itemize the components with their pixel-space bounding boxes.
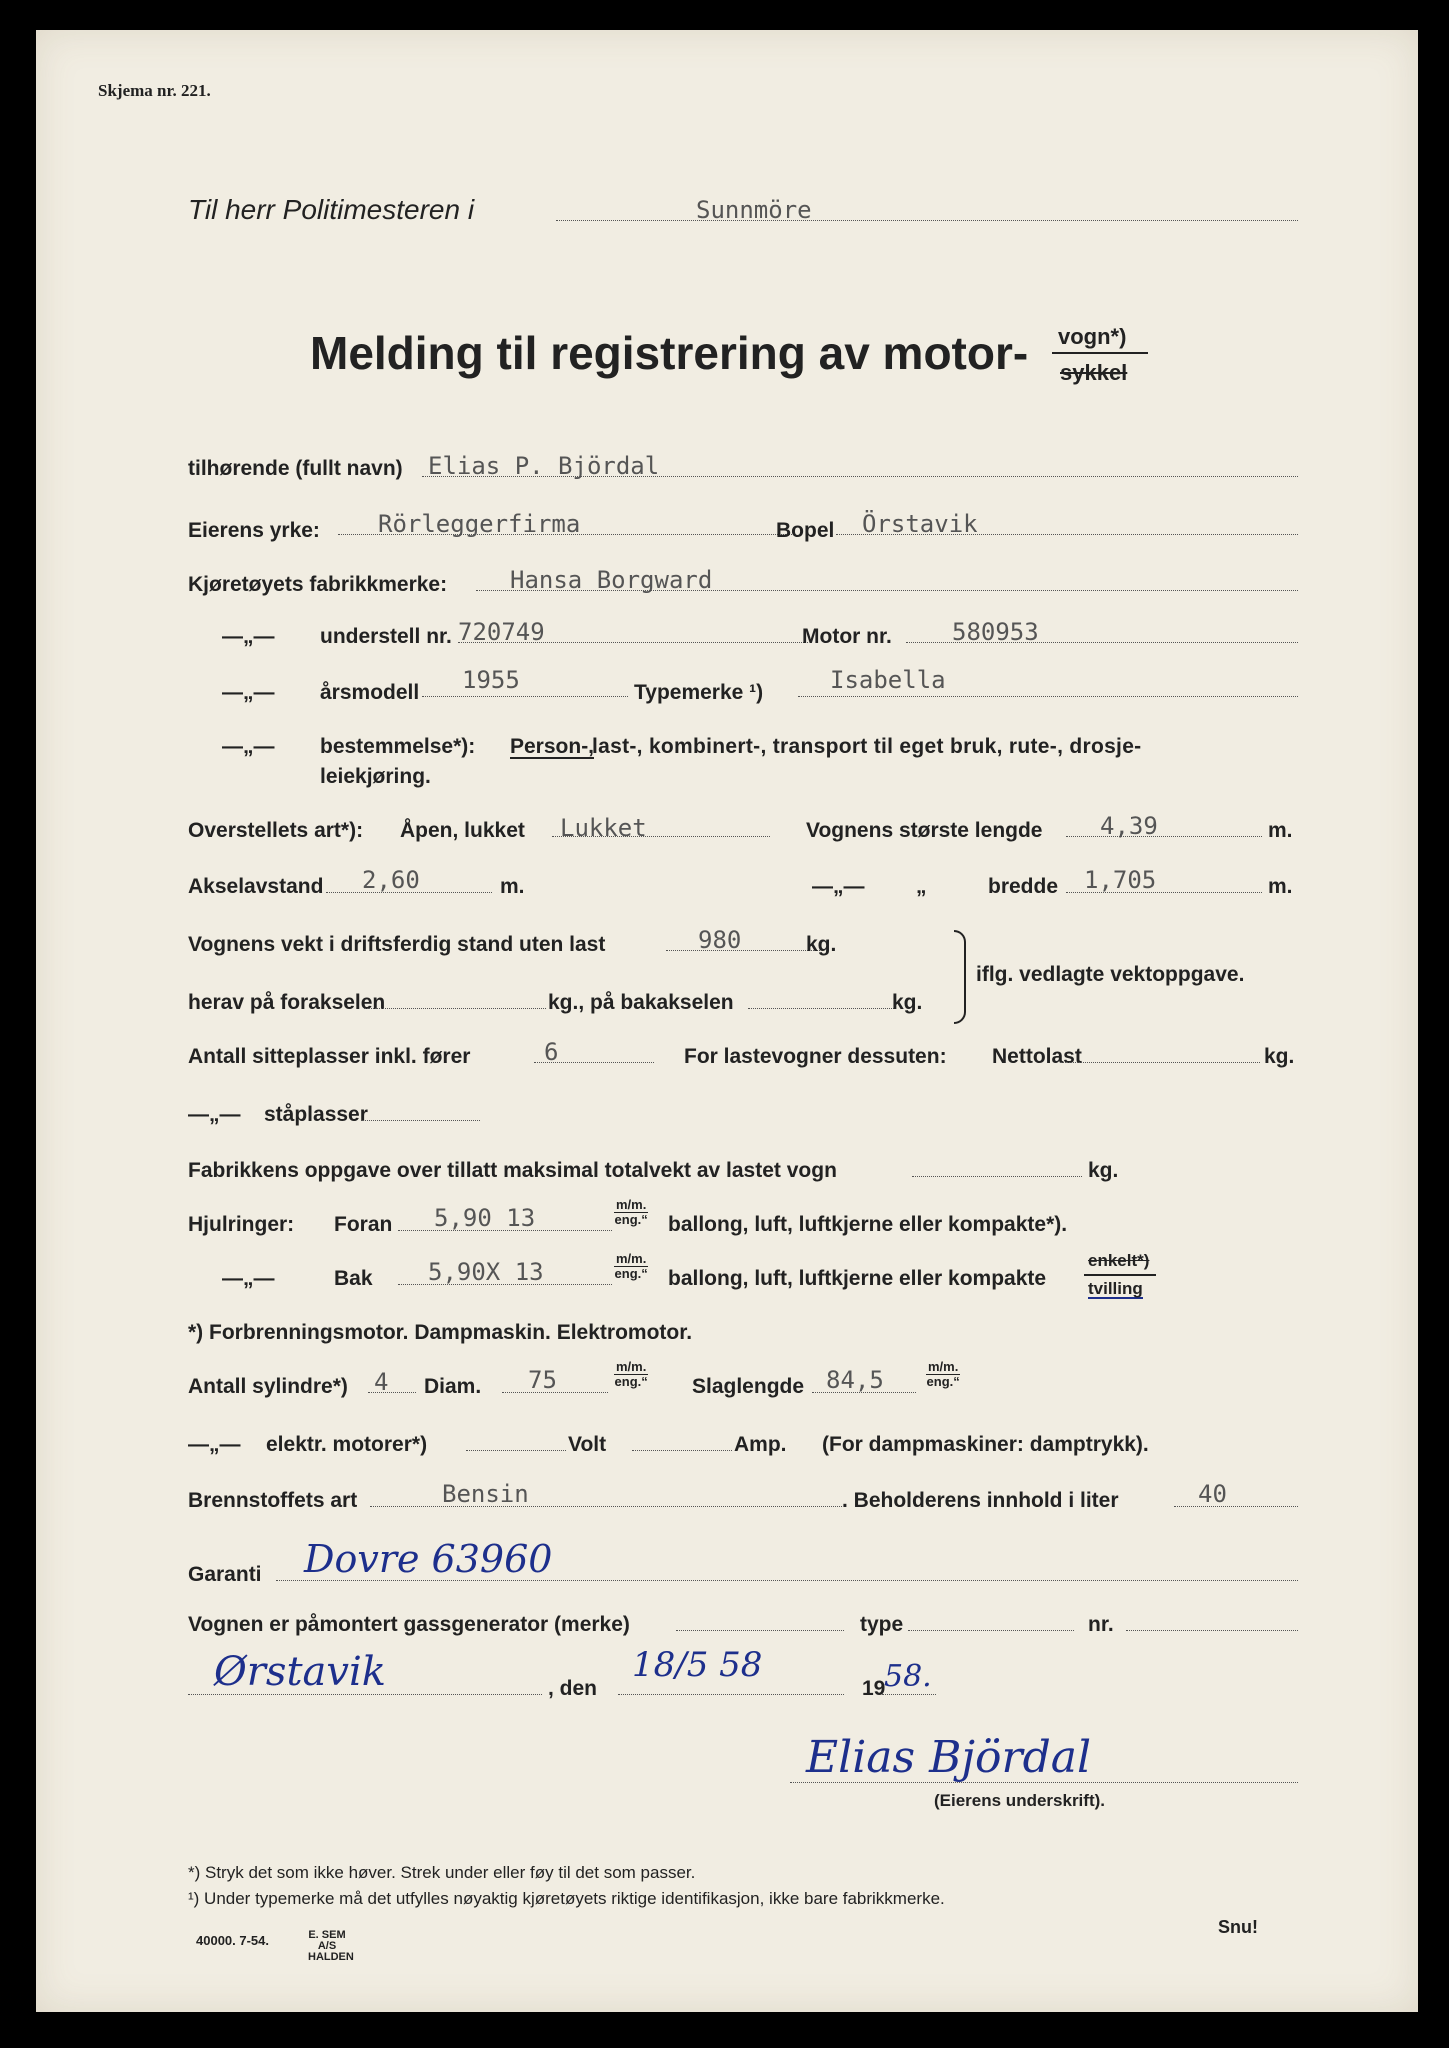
place-value[interactable]: Ørstavik: [214, 1649, 386, 1695]
wheelbase-value[interactable]: 2,60: [362, 866, 420, 894]
footnote-2: ¹) Under typemerke må det utfylles nøyaktig kjøretøyets riktige identifikasjon, ikke bare fabrikkmerke.: [188, 1889, 945, 1908]
gas-nr-line: [1126, 1630, 1298, 1631]
wheelbase-label: Akselavstand: [188, 875, 324, 898]
gas-type-line: [908, 1630, 1074, 1631]
rear-axle-line: [748, 1008, 894, 1009]
body-type-label: Overstellets art*):: [188, 819, 364, 842]
width-ditto-mark: „: [916, 875, 927, 898]
tyres-front-options: ballong, luft, luftkjerne eller kompakte*).: [668, 1213, 1068, 1236]
net-load-line: [1060, 1062, 1260, 1063]
diam-label: Diam.: [424, 1375, 482, 1398]
tyres-twin[interactable]: tvilling: [1088, 1279, 1143, 1298]
profession-value[interactable]: Rörleggerfirma: [378, 510, 581, 538]
body-type-options: Åpen, lukket: [400, 819, 525, 842]
tyres-rear-unit-eng: eng.“: [614, 1266, 648, 1282]
guarantee-value[interactable]: Dovre 63960: [304, 1537, 553, 1581]
chassis-value[interactable]: 720749: [458, 618, 545, 646]
stroke-unit-eng: eng.“: [926, 1374, 960, 1390]
gas-nr-label: nr.: [1088, 1613, 1114, 1636]
make-label: Kjøretøyets fabrikkmerke:: [188, 573, 448, 596]
ditto-purpose: —„—: [222, 735, 275, 758]
tyres-front-unit-mm: m/m.: [616, 1197, 647, 1212]
stroke-unit-mm: m/m.: [928, 1359, 959, 1374]
max-weight-label: Fabrikkens oppgave over tillatt maksimal totalvekt av lastet vogn: [188, 1159, 837, 1182]
weight-unit: kg.: [806, 933, 837, 956]
title-option-vogn: vogn*): [1058, 324, 1127, 349]
addressee-label: Til herr Politimesteren i: [188, 194, 475, 225]
ditto-width: —„—: [812, 875, 865, 898]
weight-note: iflg. vedlagte vektoppgave.: [976, 963, 1245, 986]
tyres-rear-value[interactable]: 5,90X 13: [428, 1258, 544, 1286]
gas-generator-label: Vognen er påmontert gassgenerator (merke): [188, 1613, 630, 1636]
tyres-front-label: Foran: [334, 1213, 393, 1236]
steam-label: (For dampmaskiner: damptrykk).: [822, 1433, 1149, 1456]
fuel-label: Brennstoffets art: [188, 1489, 358, 1512]
amp-label: Amp.: [734, 1433, 787, 1456]
print-info: 40000. 7-54.: [196, 1933, 270, 1948]
purpose-person[interactable]: Person-,: [510, 735, 595, 758]
tyres-front-value[interactable]: 5,90 13: [434, 1204, 536, 1232]
signature-caption: (Eierens underskrift).: [934, 1791, 1105, 1810]
electric-label: elektr. motorer*): [266, 1433, 428, 1456]
length-unit: m.: [1268, 819, 1293, 842]
tank-line: [1174, 1506, 1298, 1507]
gas-generator-line: [676, 1630, 844, 1631]
profession-label: Eierens yrke:: [188, 519, 320, 542]
year-label: årsmodell: [320, 681, 420, 704]
tyres-single: enkelt*): [1088, 1251, 1150, 1270]
motor-value[interactable]: 580953: [952, 618, 1039, 646]
width-unit: m.: [1268, 875, 1293, 898]
addressee-line: [556, 220, 1298, 221]
front-axle-line: [364, 1008, 546, 1009]
stroke-unit: [926, 1360, 960, 1390]
tyres-rear-unit-mm: m/m.: [616, 1251, 647, 1266]
year-suffix[interactable]: 58.: [884, 1659, 932, 1694]
owner-name-value[interactable]: Elias P. Björdal: [428, 452, 660, 480]
front-axle-label: herav på forakselen: [188, 991, 386, 1014]
tyres-label: Hjulringer:: [188, 1213, 295, 1236]
width-label: bredde: [988, 875, 1059, 898]
seats-value[interactable]: 6: [544, 1038, 559, 1066]
owner-name-label: tilhørende (fullt navn): [188, 457, 403, 480]
year-value[interactable]: 1955: [462, 666, 520, 694]
seats-label: Antall sitteplasser inkl. fører: [188, 1045, 471, 1068]
weight-value[interactable]: 980: [698, 926, 742, 954]
rear-axle-label: kg., på bakakselen: [548, 991, 734, 1014]
cargo-label: For lastevogner dessuten:: [684, 1045, 947, 1068]
engine-types: *) Forbrenningsmotor. Dampmaskin. Elektromotor.: [188, 1321, 693, 1344]
ditto-chassis: —„—: [222, 625, 275, 648]
body-type-value[interactable]: Lukket: [560, 814, 647, 842]
owner-signature[interactable]: Elias Björdal: [806, 1732, 1092, 1783]
length-label: Vognens største lengde: [806, 819, 1043, 842]
purpose-label: bestemmelse*):: [320, 735, 476, 758]
length-value[interactable]: 4,39: [1100, 812, 1158, 840]
tyres-rear-options: ballong, luft, luftkjerne eller kompakte: [668, 1267, 1047, 1290]
addressee-value[interactable]: Sunnmöre: [696, 196, 812, 224]
gas-type-label: type: [860, 1613, 904, 1636]
purpose-options-2: leiekjøring.: [320, 765, 431, 788]
ditto-rear: —„—: [222, 1267, 275, 1290]
net-load-unit: kg.: [1264, 1045, 1295, 1068]
weight-line: [666, 950, 820, 951]
ditto-electric: —„—: [188, 1433, 241, 1456]
year-line: [422, 696, 628, 697]
width-value[interactable]: 1,705: [1084, 866, 1157, 894]
form-title: Melding til registrering av motor-: [310, 327, 1029, 379]
type-label: Typemerke ¹): [634, 681, 764, 704]
form-paper: [36, 30, 1418, 2012]
footnote-1: *) Stryk det som ikke høver. Strek under eller føy til det som passer.: [188, 1863, 696, 1882]
diam-unit: [614, 1360, 648, 1390]
fuel-value[interactable]: Bensin: [442, 1480, 529, 1508]
tyres-fraction-bar: [1084, 1274, 1156, 1276]
max-weight-line: [912, 1176, 1082, 1177]
date-line: [618, 1694, 844, 1695]
ditto-standing: —„—: [188, 1103, 241, 1126]
purpose-options: last-, kombinert-, transport til eget bruk, rute-, drosje-: [592, 735, 1142, 758]
year-prefix: 19: [862, 1677, 886, 1700]
tyres-rear-unit: [614, 1252, 648, 1282]
net-load-label: Nettolast: [992, 1045, 1082, 1068]
tank-value[interactable]: 40: [1198, 1480, 1227, 1508]
volt-label: Volt: [568, 1433, 607, 1456]
tyres-front-unit: [614, 1198, 648, 1228]
turn-over: Snu!: [1218, 1917, 1258, 1937]
amp-line: [632, 1450, 732, 1451]
standing-label: ståplasser: [264, 1103, 368, 1126]
tyres-front-unit-eng: eng.“: [614, 1212, 648, 1228]
title-fraction-bar: [1052, 352, 1148, 354]
make-value[interactable]: Hansa Borgward: [510, 566, 713, 594]
fuel-line: [370, 1506, 842, 1507]
residence-label: Bopel: [776, 519, 835, 542]
date-label: , den: [548, 1677, 598, 1700]
diam-unit-mm: m/m.: [616, 1359, 647, 1374]
type-line: [798, 696, 1298, 697]
standing-line: [362, 1120, 480, 1121]
diam-value[interactable]: 75: [528, 1366, 557, 1394]
stroke-value[interactable]: 84,5: [826, 1366, 884, 1394]
diam-unit-eng: eng.“: [614, 1374, 648, 1390]
cylinders-value[interactable]: 4: [374, 1368, 389, 1396]
motor-label: Motor nr.: [802, 625, 892, 648]
guarantee-label: Garanti: [188, 1563, 262, 1586]
date-value[interactable]: 18/5 58: [632, 1645, 763, 1685]
tyres-rear-label: Bak: [334, 1267, 373, 1290]
ditto-year: —„—: [222, 681, 275, 704]
type-value[interactable]: Isabella: [830, 666, 946, 694]
residence-value[interactable]: Örstavik: [862, 510, 978, 538]
sign-year-line: [882, 1694, 936, 1695]
max-weight-unit: kg.: [1088, 1159, 1119, 1182]
form-number: Skjema nr. 221.: [98, 81, 211, 100]
title-option-sykkel: sykkel: [1060, 360, 1128, 385]
stroke-label: Slaglengde: [692, 1375, 805, 1398]
printer-mark: E. SEM A/S HALDEN: [308, 1929, 354, 1963]
wheelbase-unit: m.: [500, 875, 525, 898]
rear-axle-unit: kg.: [892, 991, 923, 1014]
length-line: [1066, 836, 1262, 837]
tank-label: . Beholderens innhold i liter: [842, 1489, 1119, 1512]
cylinders-label: Antall sylindre*): [188, 1375, 348, 1398]
volt-line: [466, 1450, 566, 1451]
chassis-label: understell nr.: [320, 625, 452, 648]
weight-label: Vognens vekt i driftsferdig stand uten last: [188, 933, 606, 956]
weight-bracket: [954, 930, 966, 1024]
